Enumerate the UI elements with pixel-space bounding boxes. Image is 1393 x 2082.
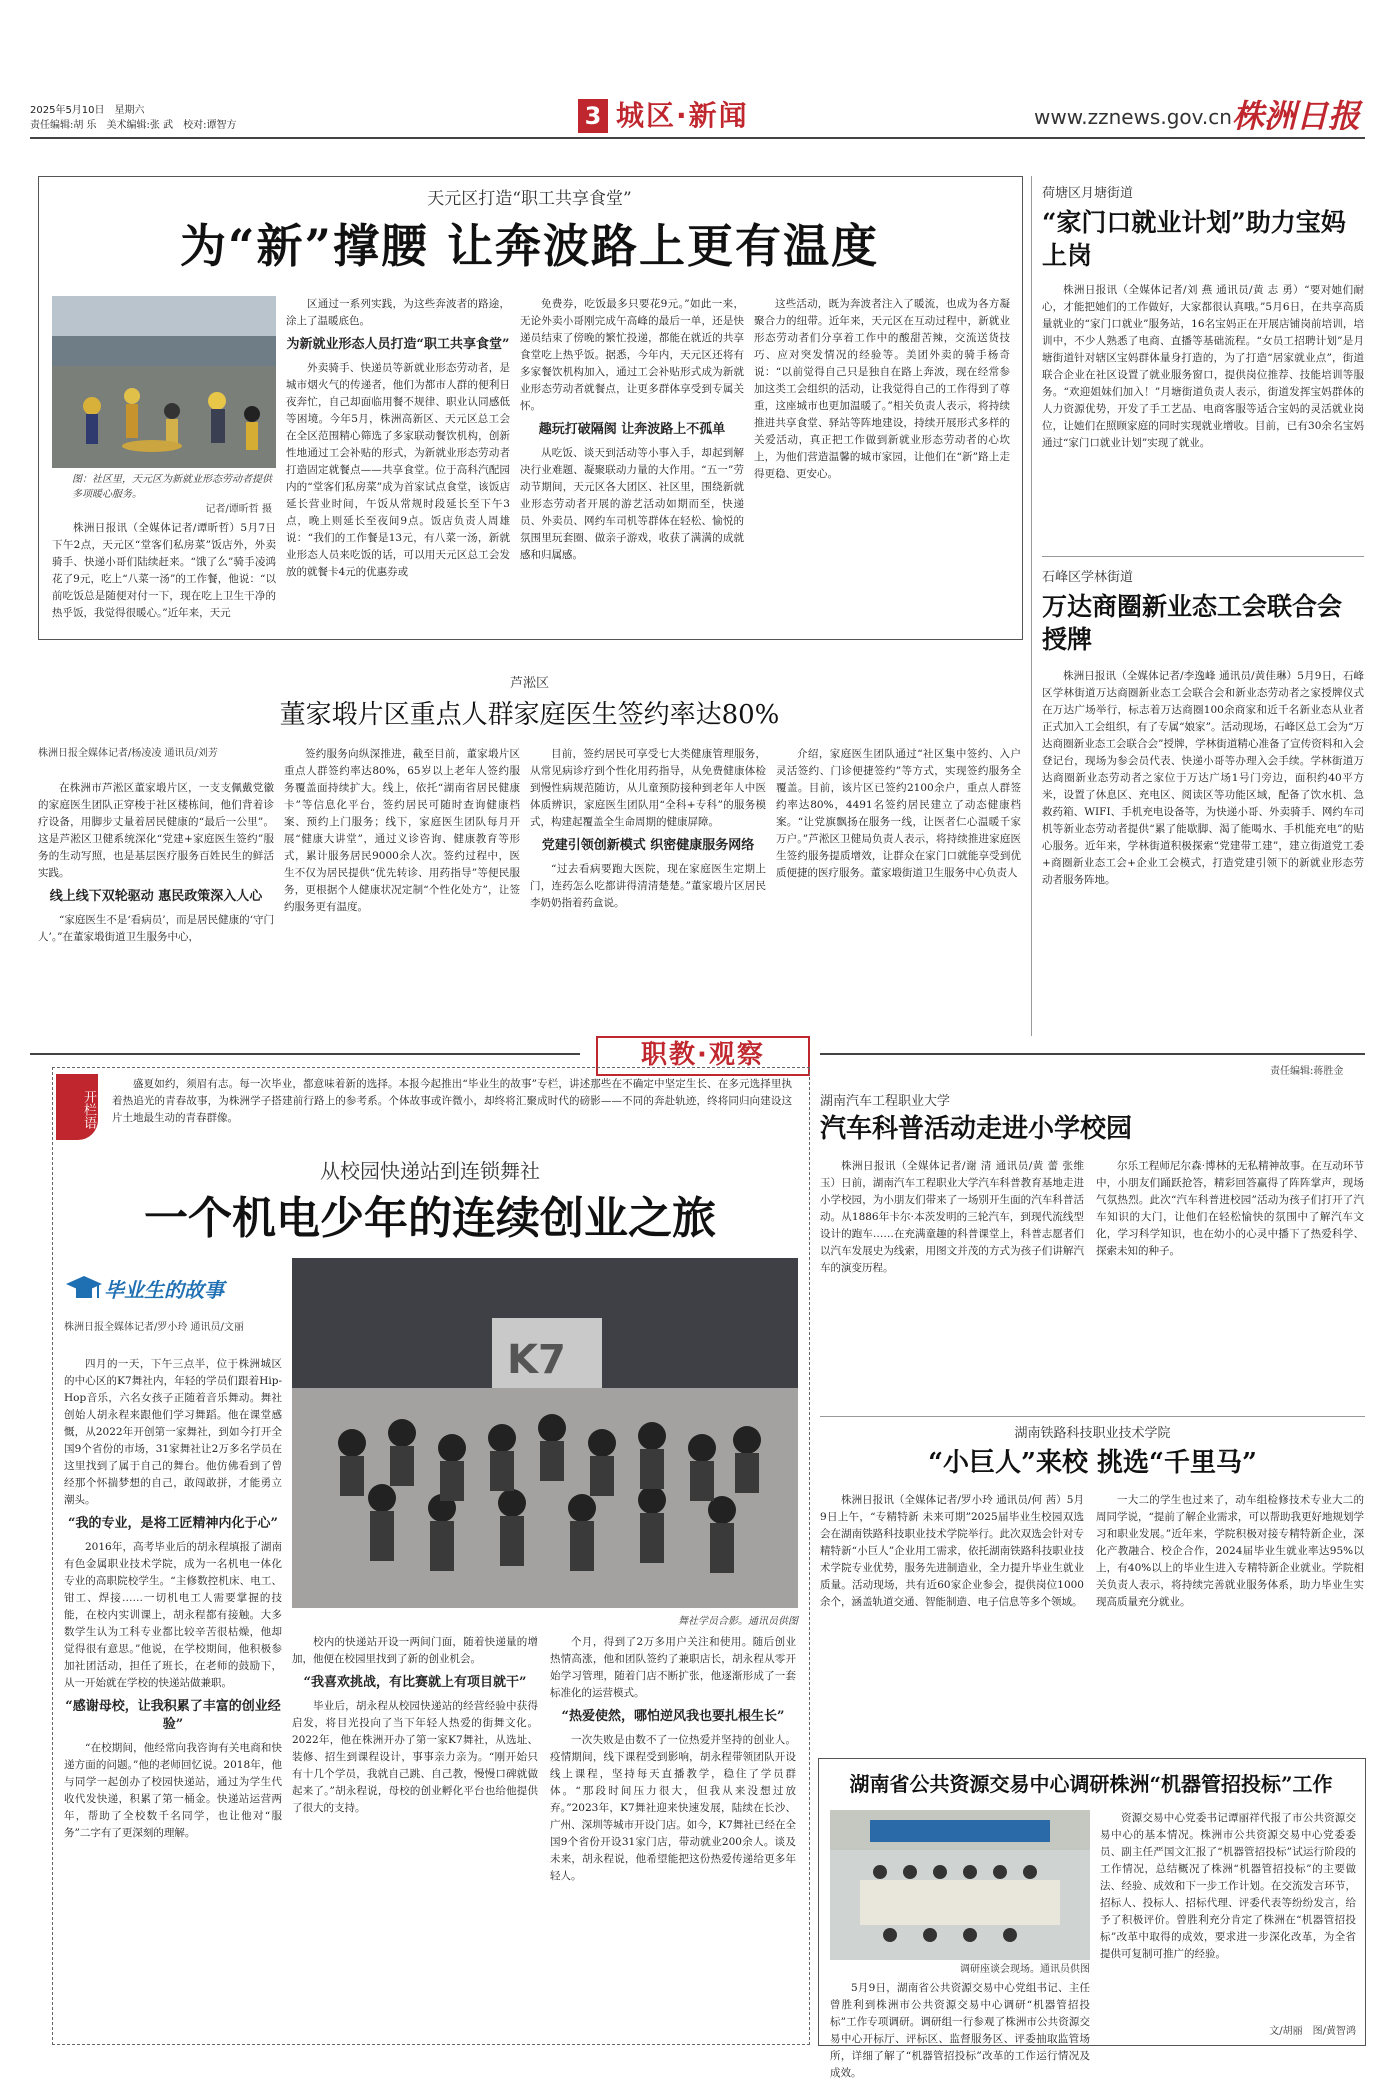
jidian-photo-caption: 舞社学员合影。通讯员供图 bbox=[678, 1616, 798, 1627]
shifeng-title: 万达商圈新业态工会联合会授牌 bbox=[1042, 592, 1343, 654]
right-column-rule bbox=[1031, 176, 1032, 1036]
jiaoyi-col1 bbox=[830, 1980, 1090, 2079]
luzhi-col1-text-b: “家庭医生不是‘看病员’，而是居民健康的‘守门人’。”在董家塅街道卫生服务中心， bbox=[38, 914, 274, 943]
story-badge bbox=[64, 1270, 260, 1310]
qiche-title: 汽车科普活动走进小学校园 bbox=[820, 1114, 1133, 1144]
tianyuan-title: 为“新”撑腰 让奔波路上更有温度 bbox=[180, 219, 879, 273]
luzhi-byline: 株洲日报全媒体记者/杨凌凌 通讯员/刘芳 bbox=[38, 748, 218, 759]
graduate-cap-icon bbox=[64, 1270, 104, 1310]
hetang-body bbox=[1042, 282, 1364, 550]
tianyuan-col2-text-a: 区通过一系列实践，为这些奔波者的路途，涂上了温暖底色。 bbox=[286, 298, 510, 327]
jidian-col2-text-b: 毕业后，胡永程从校园快递站的经营经验中获得启发，将目光投向了当下年轻人热爱的街舞文化。2022年，他在株洲开办了第一家K7舞社，从选址、装修、招生到课程设计，事事亲力亲为。“刚开始只有十几个学员，我就自己跳、自己教，慢慢口碑就做起来了。”胡永程说，母校的创业孵化平台也给他提供了很大的支持。 bbox=[292, 1700, 538, 1814]
kailan-text-box bbox=[112, 1076, 792, 1146]
tielu-col1 bbox=[820, 1492, 1084, 1752]
tianyuan-col3-text-a: 免费券，吃饭最多只要花9元。”如此一来，无论外卖小哥刚完成午高峰的最后一单，还是快递员结束了傍晚的繁忙投递，都能在就近的共享食堂吃上热乎饭。据悉，今年内，天元区还将有多家餐饮机构加入，通过工会补贴形式成为新就业形态劳动者就餐点，让更多群体享受到专属关怀。 bbox=[520, 298, 744, 412]
story-badge-text: 毕业生的故事 bbox=[104, 1278, 224, 1302]
jidian-kicker: 从校园快递站到连锁舞社 bbox=[320, 1159, 540, 1183]
tianyuan-col4-text: 这些活动，既为奔波者注入了暖流，也成为各方凝聚合力的纽带。近年来，天元区在互动过程中，新就业形态劳动者们分享着工作中的酸甜苦辣，交流送货技巧、应对突发情况的经验等。美团外卖的骑手杨奇说：“以前觉得自己只是独自在路上奔波，现在经常参加这类工会组织的活动，让我觉得自己的工作得到了尊重，这座城市也更加温暖了。”相关负责人表示，将持续推进共享食堂、驿站等阵地建设，持续开展形式多样的关爱活动，真正把工作做到新就业形态劳动者的心坎上，为他们营造温馨的城市家园，让他们在“新”路上走得更稳、更安心。 bbox=[754, 298, 1010, 480]
shifeng-body bbox=[1042, 668, 1364, 1036]
qiche-kicker: 湖南汽车工程职业大学 bbox=[820, 1094, 951, 1109]
luzhi-col3 bbox=[530, 746, 766, 1038]
qiche-col2-text: 尔乐工程师尼尔森·博林的无私精神故事。在互动环节中，小朋友们踊跃抢答，精彩回答赢得了阵阵掌声，现场气氛热烈。此次“汽车科普进校园”活动为孩子们打开了汽车知识的大门，让他们在轻松愉快的氛围中了解汽车文化，学习科学知识，也在幼小的心灵中播下了热爱科学、探索未知的种子。 bbox=[1096, 1160, 1364, 1257]
tianyuan-col1-text: 株洲日报讯（全媒体记者/谭昕哲）5月7日下午2点，天元区“堂客们私房菜”饭店外，外卖骑手、快递小哥们陆续赶来。“饿了么”骑手凌鸿花了9元，吃上“八菜一汤”的工作餐，他说：“以前吃饭总是随便对付一下，现在吃上卫生干净的热乎饭，我觉得很暖心。”近年来，天元 bbox=[52, 522, 276, 619]
zhijiao-rule-right bbox=[820, 1053, 1365, 1055]
jidian-col1 bbox=[64, 1356, 282, 2036]
shifeng-body-text: 株洲日报讯（全媒体记者/李逸峰 通讯员/黄佳琳）5月9日，石峰区学林街道万达商圈新业态工会联合会和新业态劳动者之家授牌仪式在万达广场举行，标志着万达商圈100余商家和近千名新业态从业者正式加入工会组织，有了专属“娘家”。活动现场，石峰区总工会为“万达商圈新业态工会联合会”授牌，学林街道精心准备了宣传资料和入会登记台，现场为参会员代表、快递小哥等办理入会手续。学林街道万达商圈新业态劳动者之家位于万达广场1号门旁边，面积约40平方米，设置了休息区、充电区、阅读区等功能区域，配备了饮水机、急救药箱、WIFI、手机充电设备等，为快递小哥、外卖骑手、网约车司机等新业态劳动者提供“累了能歇脚、渴了能喝水、手机能充电”的贴心服务。近年来，学林街道积极探索“党建带工建”，建立街道党工委+商圈新业态工会+企业工会模式，打造党建引领下的新就业形态劳动者服务阵地。 bbox=[1042, 670, 1364, 886]
qiche-col2 bbox=[1096, 1158, 1364, 1408]
jidian-col3-subhead: “热爱使然，哪怕逆风我也要扎根生长” bbox=[561, 1709, 785, 1724]
jiaoyi-col2 bbox=[1100, 1810, 1356, 2022]
zhijiao-rule-left bbox=[30, 1053, 580, 1055]
qiche-divider bbox=[820, 1416, 1365, 1417]
hetang-title: “家门口就业计划”助力宝妈上岗 bbox=[1042, 208, 1346, 270]
luzhi-col1-text: 在株洲市芦淞区董家塅片区，一支支佩戴党徽的家庭医生团队正穿梭于社区楼栋间，他们背着诊疗设备，用脚步丈量着居民健康的“最后一公里”。这是芦淞区卫健系统深化“党建+家庭医生签约”服务的生动写照，也是基层医疗服务百姓民生的鲜活实践。 bbox=[38, 782, 274, 879]
jidian-byline: 株洲日报全媒体记者/罗小玲 通讯员/文丽 bbox=[64, 1322, 244, 1333]
jiaoyi-credit: 文/胡丽 图/黄智鸿 bbox=[1269, 2026, 1356, 2037]
jidian-col3-text-b: 一次失败是由数不了一位热爱并坚持的创业人。疫情期间，线下课程受到影响，胡永程带领团队开设线上课程，坚持每天直播教学，稳住了学员群体。“那段时间压力很大，但我从来没想过放弃。”2023年，K7舞社迎来快速发展，陆续在长沙、广州、深圳等城市开设门店。如今，K7舞社已经在全国9个省份开设31家门店，带动就业200余人。谈及未来，胡永程说，他希望能把这份热爱传递给更多年轻人。 bbox=[550, 1734, 796, 1882]
masthead-logo: 株洲日报 bbox=[1232, 97, 1361, 135]
jidian-col1-subhead-2: “感谢母校，让我积累了丰富的创业经验” bbox=[65, 1699, 281, 1732]
section-title: 城区·新闻 bbox=[616, 99, 749, 132]
tianyuan-col4 bbox=[754, 296, 1010, 632]
jiaoyi-photo-caption: 调研座谈会现场。通讯员供图 bbox=[960, 1964, 1090, 1975]
jiaoyi-photo bbox=[830, 1810, 1090, 1960]
header-rule bbox=[30, 137, 1365, 139]
header-date: 2025年5月10日 星期六 bbox=[30, 105, 145, 116]
svg-text:K7: K7 bbox=[507, 1337, 566, 1383]
jidian-col2-subhead: “我喜欢挑战，有比赛就上有项目就干” bbox=[303, 1675, 527, 1690]
tianyuan-col2 bbox=[286, 296, 510, 632]
luzhi-col4-text: 介绍，家庭医生团队通过“社区集中签约、入户灵活签约、门诊便捷签约”等方式，实现签约服务全覆盖。目前，该片区已签约2100余户，重点人群签约率达80%，4491名签约居民建立了动态健康档案。“让党旗飘扬在服务一线，让医者仁心温暖千家万户。”芦淞区卫健局负责人表示，将持续推进家庭医生签约服务提质增效，让群众在家门口就能享受到优质便捷的医疗服务。董家塅街道卫生服务中心负责人 bbox=[776, 748, 1021, 879]
shifeng-kicker: 石峰区学林街道 bbox=[1042, 570, 1134, 585]
hetang-kicker: 荷塘区月塘街道 bbox=[1042, 186, 1134, 201]
tianyuan-photo-credit: 记者/谭昕哲 摄 bbox=[205, 504, 272, 515]
zhijiao-editor: 责任编辑:蒋胜金 bbox=[1270, 1066, 1344, 1077]
luzhi-col3-text: 目前，签约居民可享受七大类健康管理服务，从常见病诊疗到个性化用药指导，从免费健康体检到慢性病规范随访，从儿童预防接种到老年人中医体质辨识，家庭医生团队用“全科+专科”的服务模式，构建起覆盖全生命周期的健康屏障。 bbox=[530, 748, 766, 828]
tianyuan-photo bbox=[52, 296, 276, 468]
luzhi-col4 bbox=[776, 746, 1021, 1038]
luzhi-col3-text-b: “过去看病要跑大医院，现在家庭医生定期上门，连药怎么吃都讲得清清楚楚。”董家塅片区居民李奶奶指着药盒说。 bbox=[530, 863, 766, 909]
jidian-col3 bbox=[550, 1634, 796, 2036]
luzhi-kicker: 芦淞区 bbox=[509, 676, 549, 691]
tianyuan-col3-subhead: 趣玩打破隔阂 让奔波路上不孤单 bbox=[538, 422, 726, 437]
tianyuan-col2-subhead: 为新就业形态人员打造“职工共享食堂” bbox=[286, 337, 510, 352]
tielu-kicker: 湖南铁路科技职业技术学院 bbox=[1014, 1426, 1171, 1441]
tianyuan-col1 bbox=[52, 520, 276, 632]
jidian-col1-text: 四月的一天，下午三点半，位于株洲城区的中心区的K7舞社内，年轻的学员们跟着Hip-Hop音乐，六名女孩子正随着音乐舞动。舞社创始人胡永程来跟他们学习舞蹈。他在课堂感慨，从2022年开创第一家舞社，到如今打开全国9个省份的市场，31家舞社让2万多名学员在这里找到了属于自己的舞台。他仿佛看到了曾经那个怀揣梦想的自己，敢闯敢拼，才能勇立潮头。 bbox=[64, 1358, 282, 1506]
tianyuan-kicker: 天元区打造“职工共享食堂” bbox=[427, 189, 632, 209]
hetang-divider bbox=[1042, 556, 1364, 557]
site-url: www.zznews.gov.cn bbox=[1034, 105, 1232, 129]
tielu-col1-text: 株洲日报讯（全媒体记者/罗小玲 通讯员/何 茜）5月9日上午，“专精特新 未来可期”2025届毕业生校园双选会在湖南铁路科技职业技术学院举行。此次双选会针对专精特新“小巨人”企业用工需求，依托湖南铁路科技职业技术学院专业优势，服务先进制造业，全力提升毕业生就业质量。活动现场，共有近60家企业参会，提供岗位1000余个，涵盖轨道交通、智能制造、电子信息等多个领域。 bbox=[820, 1494, 1084, 1608]
zhijiao-section-title: 职教·观察 bbox=[596, 1036, 810, 1076]
luzhi-col3-subhead: 党建引领创新模式 织密健康服务网络 bbox=[541, 838, 755, 853]
luzhi-col1-subhead: 线上线下双轮驱动 惠民政策深入人心 bbox=[49, 889, 263, 904]
jiaoyi-title: 湖南省公共资源交易中心调研株洲“机器管招投标”工作 bbox=[849, 1772, 1333, 1796]
tianyuan-col3-text-b: 从吃饭、谈天到活动等小事入手，却起到解决行业难题、凝聚联动力量的大作用。“五一”劳动节期间，天元区各大团区、社区里，围绕新就业形态劳动者开展的游艺活动如期而至，快递员、外卖员、网约车司机等群体在轻松、愉悦的氛围里玩套圈、做亲子游戏，收获了满满的成就感和归属感。 bbox=[520, 447, 744, 561]
hetang-body-text: 株洲日报讯（全媒体记者/刘 燕 通讯员/黄 志 勇）“要对她们耐心，才能把她们的工作做好，大家都很认真哦。”5月6日，在共享高质量就业的“家门口就业”服务站，16名宝妈正在开展店铺岗前培训，培训中，不少人熟悉了电商、直播等基础流程。“女员工招聘计划”是月塘街道针对辖区宝妈群体量身打造的，为了打造“居家就业点”，街道联合企业在社区设置了就业服务窗口，提供岗位推荐、技能培训等服务。“欢迎姐妹们加入！”月塘街道负责人表示，街道发挥宝妈群体的人力资源优势，开发了手工艺品、电商客服等适合宝妈的灵活就业岗位，让她们在照顾家庭的同时实现就业增收。目前，已有30余名宝妈通过“家门口就业计划”实现了就业。 bbox=[1042, 284, 1364, 449]
tielu-col2-text: 一大二的学生也过来了，动车组检修技术专业大二的周同学说，“提前了解企业需求，可以帮助我更好地规划学习和职业发展。”近年来，学院积极对接专精特新企业，深化产教融合、校企合作，2024届毕业生就业率达95%以上，有40%以上的毕业生进入专精特新企业就业。学院相关负责人表示，将持续完善就业服务体系，助力毕业生实现高质量充分就业。 bbox=[1096, 1494, 1364, 1608]
tianyuan-photo-caption: 图：社区里，天元区为新就业形态劳动者提供多项暖心服务。 bbox=[72, 474, 272, 500]
tianyuan-col2-text-b: 外卖骑手、快递员等新就业形态劳动者，是城市烟火气的传递者，他们为都市人群的便利日夜奔忙，自己却面临用餐不规律、职业认同感低等困境。今年5月，株洲高新区、天元区总工会在全区范围精心筛选了多家联动餐饮机构，创新性地通过工会补贴的形式，为新就业形态劳动者打造固定就餐点——共享食堂。位于高科汽配园内的“堂客们私房菜”成为首家试点食堂，该饭店延长营业时间，午饭从常规时段延长至下午3点，晚上则延长至夜间9点。饭店负责人周雄说：“我们的工作餐是13元，有八菜一汤，新就业形态人员来吃饭的话，可以用天元区总工会发放的就餐卡4元的优惠券或 bbox=[286, 362, 510, 578]
qiche-col1-text: 株洲日报讯（全媒体记者/谢 清 通讯员/黄 蕾 张维玉）日前，湖南汽车工程职业大学汽车科普教育基地走进小学校园，为小朋友们带来了一场别开生面的汽车科普活动。从1886年卡尔·本茨发明的三轮汽车，到现代流线型设计的跑车……在充满童趣的科普课堂上，科普志愿者们以汽车发展史为线索，用图文并茂的方式为孩子们讲解汽车的演变历程。 bbox=[820, 1160, 1084, 1274]
luzhi-col2 bbox=[284, 746, 520, 1038]
qiche-col1 bbox=[820, 1158, 1084, 1408]
jidian-col3-text: 个月，得到了2万多用户关注和使用。随后创业热情高涨，他和团队签约了兼职店长，胡永程从零开始学习管理，随着门店不断扩张，他逐渐形成了一套标准化的运营模式。 bbox=[550, 1636, 796, 1699]
jidian-title: 一个机电少年的连续创业之旅 bbox=[144, 1193, 716, 1244]
kailan-label: 开栏语 bbox=[56, 1074, 98, 1140]
tianyuan-col3 bbox=[520, 296, 744, 632]
luzhi-title: 董家塅片区重点人群家庭医生签约率达80% bbox=[279, 700, 780, 730]
page-number: 3 bbox=[578, 99, 608, 133]
jidian-col1-text-b: 2016年，高考毕业后的胡永程填报了湖南有色金属职业技术学院，成为一名机电一体化专业的高职院校学生。“主修数控机床、电工、钳工、焊接……一切机电工人需要掌握的技能，在校内实训课上，胡永程都有接触。大多数学生认为工科专业都比较辛苦很枯燥，他却觉得很有意思。”他说，在学校期间，他积极参加社团活动，担任了班长，在老师的鼓励下，从一开始就在学校的快递站做兼职。 bbox=[64, 1541, 282, 1689]
jiaoyi-col2-text: 资源交易中心党委书记谭丽祥代报了市公共资源交易中心的基本情况。株洲市公共资源交易中心党委委员、副主任严国文汇报了“机器管招投标”试运行阶段的工作情况，总结概况了株洲“机器管招投标”的主要做法、经验、成效和下一步工作计划。在交流发言环节，招标人、投标人、招标代理、评委代表等纷纷发言，给予了积极评价。曾胜利充分肯定了株洲在“机器管招投标”改革中取得的成效，要求进一步深化改革，为全省提供可复制可推广的经验。 bbox=[1100, 1812, 1356, 1960]
jidian-col1-text-c: “在校期间，他经常向我咨询有关电商和快递方面的问题。”他的老师回忆说。2018年，他与同学一起创办了校园快递站，通过为学生代收代发快递，积累了第一桶金。快递站运营两年，帮助了全校数千名同学，也让他对“服务”二字有了更深刻的理解。 bbox=[64, 1742, 282, 1839]
jidian-col2 bbox=[292, 1634, 538, 2036]
luzhi-col1 bbox=[38, 780, 274, 1038]
jidian-col2-text: 校内的快递站开设一两间门面，随着快递量的增加，他便在校园里找到了新的创业机会。 bbox=[292, 1636, 538, 1665]
jidian-col1-subhead: “我的专业，是将工匠精神内化于心” bbox=[68, 1516, 278, 1531]
tielu-title: “小巨人”来校 挑选“千里马” bbox=[928, 1448, 1257, 1478]
jiaoyi-col1-text: 5月9日，湖南省公共资源交易中心党组书记、主任曾胜利到株洲市公共资源交易中心调研“机器管招投标”工作专项调研。调研组一行参观了株洲市公共资源交易中心开标厅、评标区、监督服务区、评委抽取监管场所，详细了解了“机器管招投标”改革的工作运行情况及成效。 bbox=[830, 1982, 1090, 2079]
luzhi-col2-text: 签约服务向纵深推进，截至目前，董家塅片区重点人群签约率达80%，65岁以上老年人签约服务覆盖面持续扩大。线上，依托“湖南省居民健康卡”等信息化平台，签约居民可随时查询健康档案、预约上门服务；线下，家庭医生团队每月开展“健康大讲堂”，通过义诊咨询、健康教育等形式，累计服务居民9000余人次。签约过程中，医生不仅为居民提供“优先转诊、用药指导”等便民服务，更根据个人健康状况定制“个性化处方”，让签约服务更有温度。 bbox=[284, 748, 520, 913]
jidian-photo bbox=[292, 1258, 798, 1608]
kailan-text: 盛夏如约，须眉有志。每一次毕业，都意味着新的选择。本报今起推出“毕业生的故事”专栏，讲述那些在不确定中坚定生长、在多元选择里执着热追光的青春故事，为株洲学子搭建前行路上的参考系。个体故事或许微小，却终将汇聚成时代的磅影——不同的奔赴轨迹，终将同归向建设这片土地最生动的青春群像。 bbox=[112, 1078, 792, 1124]
tielu-col2 bbox=[1096, 1492, 1364, 1752]
header-editors: 责任编辑:胡 乐 美术编辑:张 武 校对:谭智方 bbox=[30, 120, 237, 131]
